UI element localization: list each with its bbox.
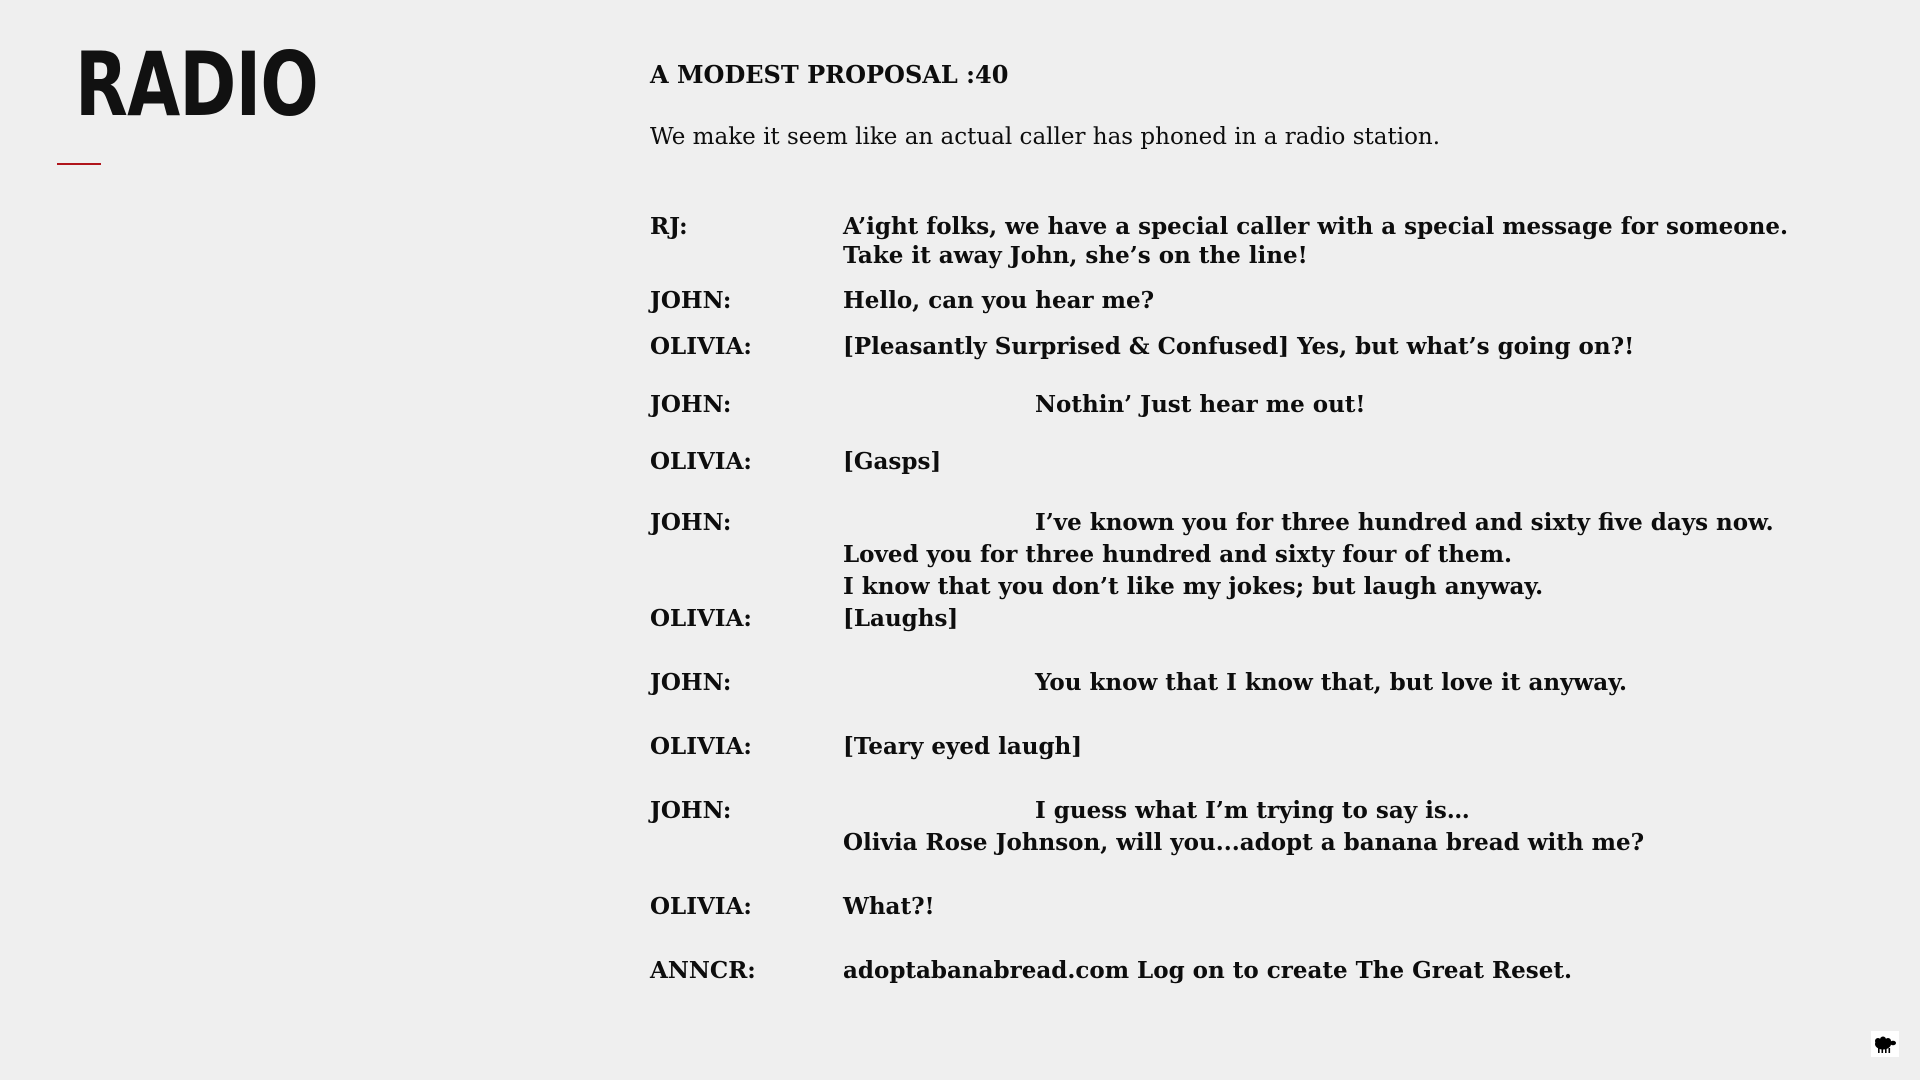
speaker-label: OLIVIA: [650, 893, 752, 920]
dialogue-text: Hello, can you hear me? [843, 287, 1155, 314]
speaker-label: JOHN: [650, 669, 732, 696]
speaker-label: OLIVIA: [650, 605, 752, 632]
speaker-label: JOHN: [650, 287, 732, 314]
script-line [650, 667, 1850, 699]
script-line [650, 955, 1850, 987]
speaker-label: OLIVIA: [650, 448, 752, 475]
speaker-label: JOHN: [650, 509, 732, 536]
dialogue-text: Take it away John, she’s on the line! [843, 242, 1308, 269]
script-line [650, 211, 1850, 243]
script-line [650, 507, 1850, 539]
script-line [650, 539, 1850, 571]
script-line [650, 731, 1850, 763]
script-line [650, 891, 1850, 923]
spot-title: A MODEST PROPOSAL :40 [650, 60, 1009, 89]
dialogue-text: [Pleasantly Surprised & Confused] Yes, but what’s going on?! [843, 333, 1635, 360]
dialogue-text: You know that I know that, but love it anyway. [1035, 669, 1627, 696]
script-line [650, 795, 1850, 827]
speaker-label: ANNCR: [650, 957, 756, 984]
script-line [650, 827, 1850, 859]
dialogue-text: I’ve known you for three hundred and sixty five days now. [1035, 509, 1774, 536]
dialogue-text: adoptabanabread.com Log on to create The Great Reset. [843, 957, 1572, 984]
dialogue-text: A’ight folks, we have a special caller with a special message for someone. [843, 213, 1789, 240]
dialogue-text: Nothin’ Just hear me out! [1035, 391, 1366, 418]
dialogue-text: Olivia Rose Johnson, will you...adopt a banana bread with me? [843, 829, 1645, 856]
dialogue-text: I guess what I’m trying to say is… [1035, 797, 1470, 824]
speaker-label: JOHN: [650, 391, 732, 418]
script-line [650, 446, 1850, 478]
speaker-label: JOHN: [650, 797, 732, 824]
page-title: RADIO [75, 33, 318, 136]
sheep-icon [1871, 1031, 1899, 1057]
dialogue-text: What?! [843, 893, 935, 920]
dialogue-text: [Laughs] [843, 605, 959, 632]
script-line [650, 603, 1850, 635]
dialogue-text: [Teary eyed laugh] [843, 733, 1083, 760]
script-line [650, 571, 1850, 603]
script-line [650, 285, 1850, 317]
speaker-label: RJ: [650, 213, 688, 240]
script-line [650, 240, 1850, 272]
script-line [650, 331, 1850, 363]
title-underline [57, 163, 101, 165]
spot-description: We make it seem like an actual caller has phoned in a radio station. [650, 124, 1441, 150]
speaker-label: OLIVIA: [650, 333, 752, 360]
dialogue-text: Loved you for three hundred and sixty four of them. [843, 541, 1512, 568]
speaker-label: OLIVIA: [650, 733, 752, 760]
script-line [650, 389, 1850, 421]
dialogue-text: I know that you don’t like my jokes; but laugh anyway. [843, 573, 1544, 600]
dialogue-text: [Gasps] [843, 448, 942, 475]
